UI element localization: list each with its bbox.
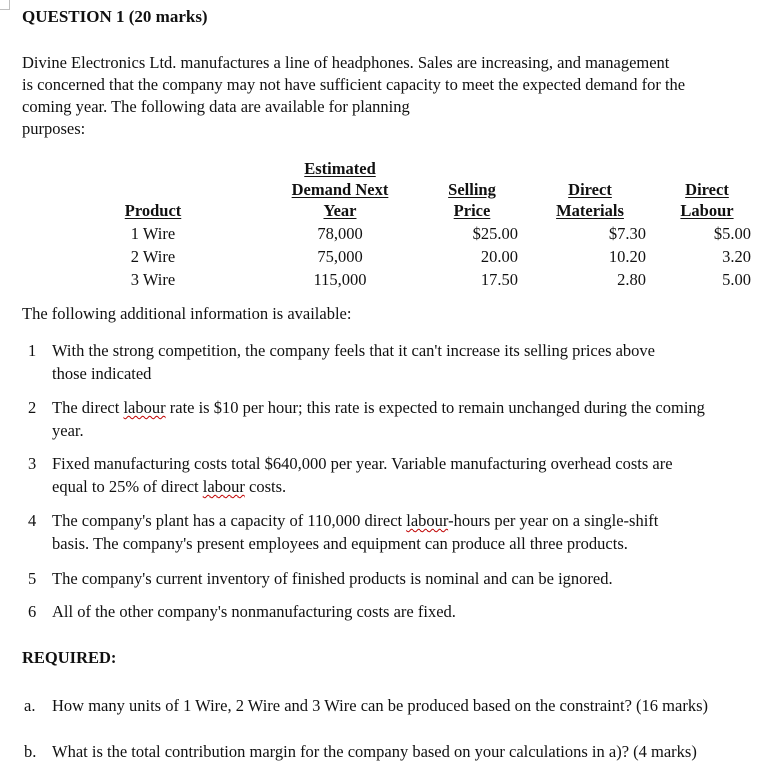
intro-line: is concerned that the company may not have sufficient capacity to meet the expected demand for the: [22, 75, 686, 94]
cell-demand: 78,000: [317, 224, 363, 243]
additional-info-heading: The following additional information is available:: [22, 304, 352, 323]
item-text-segment: The company's current inventory of finished products is nominal and can be ignored.: [52, 569, 613, 588]
cell-price: 20.00: [480, 247, 518, 266]
question-label: b.: [24, 742, 37, 761]
item-text: [52, 452, 770, 498]
header-materials-line: Direct: [568, 180, 612, 199]
item-text-segment: All of the other company's nonmanufacturing costs are fixed.: [52, 602, 456, 621]
question-title: QUESTION 1 (20 marks): [22, 7, 208, 26]
cell-product: 3 Wire: [130, 270, 176, 289]
item-text-segment: those indicated: [52, 364, 152, 383]
intro-line: coming year. The following data are available for planning: [22, 97, 410, 116]
item-text-segment: equal to 25% of direct: [52, 477, 203, 496]
required-heading: REQUIRED:: [22, 648, 117, 667]
cell-materials: 2.80: [617, 270, 646, 289]
cell-product: 1 Wire: [130, 224, 176, 243]
item-number: 5: [28, 569, 37, 588]
cell-demand: 115,000: [313, 270, 367, 289]
cell-labour: 5.00: [722, 270, 751, 289]
item-number: 1: [28, 341, 37, 360]
header-product-line: Product: [124, 201, 182, 220]
item-text-segment: basis. The company's present employees and equipment can produce all three products.: [52, 534, 628, 553]
item-number: 6: [28, 602, 37, 621]
cell-materials: 10.20: [608, 247, 646, 266]
intro-paragraph: [22, 52, 762, 140]
header-demand-line: Year: [323, 201, 357, 220]
cell-labour: $5.00: [713, 224, 751, 243]
item-number: 4: [28, 511, 37, 530]
header-price-line: Selling: [448, 180, 496, 199]
header-price: [430, 179, 514, 221]
spellcheck-word: labour: [123, 398, 166, 417]
cell-labour: 3.20: [722, 247, 751, 266]
item-text-segment: The direct: [52, 398, 124, 417]
spellcheck-word: labour: [202, 477, 245, 496]
item-text: [52, 396, 770, 442]
cell-price: $25.00: [472, 224, 518, 243]
item-text-segment: costs.: [244, 477, 287, 496]
item-number: 2: [28, 398, 37, 417]
cell-demand: 75,000: [317, 247, 363, 266]
planning-data-table: [0, 158, 775, 298]
cell-materials: $7.30: [608, 224, 646, 243]
question-text: How many units of 1 Wire, 2 Wire and 3 Wire can be produced based on the constraint? (16 marks): [52, 696, 708, 715]
header-demand-line: Demand Next: [291, 180, 389, 199]
item-number: 3: [28, 454, 37, 473]
spellcheck-word: labour: [406, 511, 449, 530]
item-text-segment: -hours per year on a single-shift: [448, 511, 659, 530]
item-text: [52, 509, 770, 555]
page-corner-mark: [0, 0, 10, 10]
header-demand: [270, 158, 410, 221]
header-price-line: Price: [453, 201, 491, 220]
item-text: [52, 600, 770, 623]
cell-product: 2 Wire: [130, 247, 176, 266]
item-text-segment: Fixed manufacturing costs total $640,000 per year. Variable manufacturing overhead costs are: [52, 454, 673, 473]
header-materials: [540, 179, 640, 221]
header-labour-line: Direct: [685, 180, 729, 199]
header-materials-line: Materials: [556, 201, 624, 220]
question-label: a.: [24, 696, 36, 715]
item-text-segment: With the strong competition, the company feels that it can't increase its selling prices above: [52, 341, 656, 360]
intro-line: Divine Electronics Ltd. manufactures a line of headphones. Sales are increasing, and management: [22, 53, 670, 72]
intro-line: purposes:: [22, 119, 86, 138]
header-labour-line: Labour: [680, 201, 734, 220]
item-text-segment: rate is $10 per hour; this rate is expected to remain unchanged during the coming: [165, 398, 705, 417]
cell-price: 17.50: [480, 270, 518, 289]
header-labour: [662, 179, 752, 221]
header-demand-line: Estimated: [304, 159, 376, 178]
item-text: [52, 567, 770, 590]
question-text: What is the total contribution margin for the company based on your calculations in a)? (4 marks): [52, 742, 697, 761]
item-text-segment: The company's plant has a capacity of 110,000 direct: [52, 511, 407, 530]
item-text-segment: year.: [52, 421, 84, 440]
header-product: [103, 200, 203, 221]
item-text: [52, 339, 770, 385]
